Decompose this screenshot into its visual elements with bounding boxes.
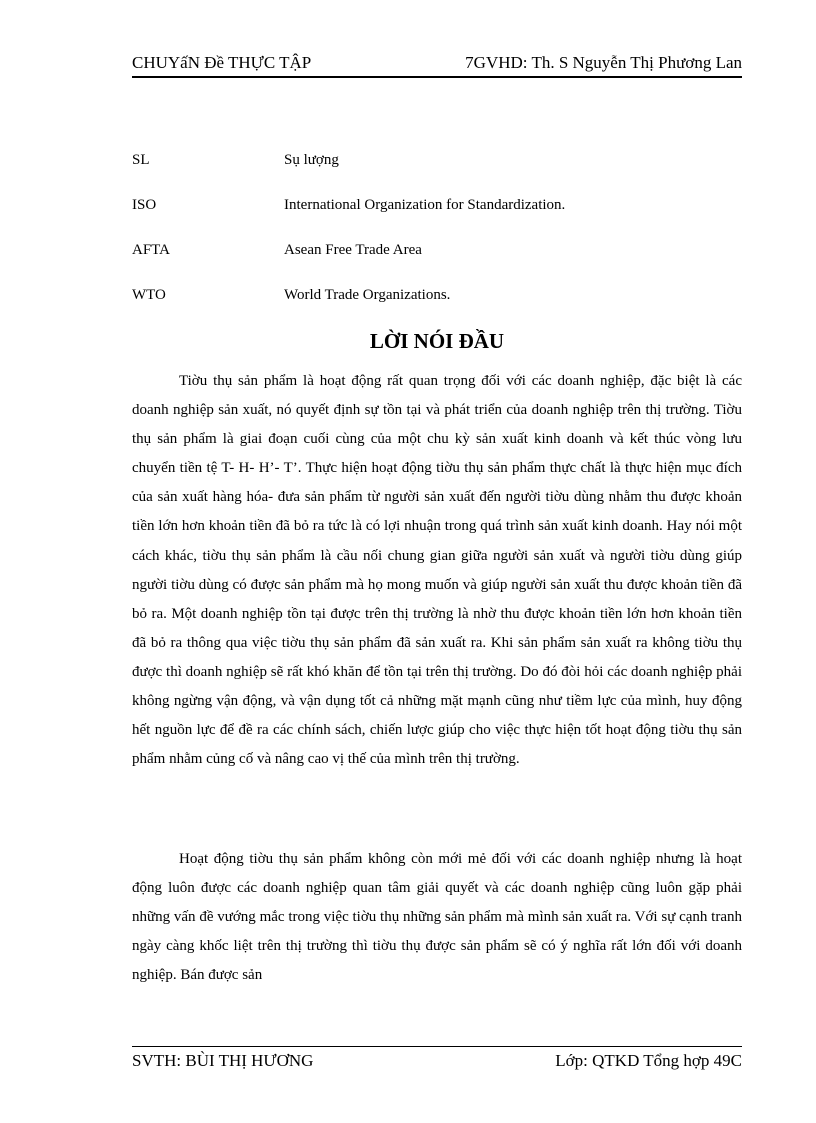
abbreviation-meaning: Asean Free Trade Area (284, 242, 422, 258)
footer-class: Lớp: QTKD Tổng hợp 49C (555, 1051, 742, 1070)
body-paragraph: Hoạt động tiờu thụ sản phẩm không còn mới mẻ đối với các doanh nghiệp nhưng là hoạt động luôn được các doanh nghiệp quan tâm giải quyết và các doanh nghiệp cũng luôn gặp phải những vấn đề vướng mắc trong việc tiờu thụ những sản phẩm mà mình sản xuất ra. Với sự cạnh tranh ngày càng khốc liệt trên thị trường thì tiờu thụ được sản phẩm sẽ có ý nghĩa rất lớn đối với doanh nghiệp. Bán được sản (132, 851, 742, 984)
body-paragraph: Tiờu thụ sản phẩm là hoạt động rất quan trọng đối với các doanh nghiệp, đặc biệt là các doanh nghiệp sản xuất, nó quyết định sự tồn tại và phát triển của doanh nghiệp trên thị trường. Tiờu thụ sản phẩm là giai đoạn cuối cùng của một chu kỳ sản xuất kinh doanh và kết thúc vòng lưu chuyển tiền tệ T- H- H’- T’. Thực hiện hoạt động tiờu thụ sản phẩm thực chất là thực hiện mục đích của sản xuất hàng hóa- đưa sản phẩm từ người sản xuất đến người tiờu dùng nhằm thu được khoản tiền lớn hơn khoản tiền đã bỏ ra tức là có lợi nhuận trong quá trình sản xuất kinh doanh. Hay nói một cách khác, tiờu thụ sản phẩm là cầu nối chung gian giữa người sản xuất và người tiờu dùng giúp người tiờu dùng có được sản phẩm mà họ mong muốn và giúp người sản xuất thu được khoản tiền đã bỏ ra. Một doanh nghiệp tồn tại được trên thị trường là nhờ thu được khoản tiền lớn hơn khoản tiền đã bỏ ra thông qua việc tiờu thụ sản phẩm đã sản xuất ra. Khi sản phẩm sản xuất ra không tiờu thụ được thì doanh nghiệp sẽ rất khó khăn để tồn tại trên thị trường. Do đó đòi hỏi các doanh nghiệp phải không ngừng vận động, và vận dụng tốt cả những mặt mạnh cũng như tiềm lực của mình, huy động hết nguồn lực để đề ra các chính sách, chiến lược giúp cho việc thực hiện tốt hoạt động tiờu thụ sản phẩm nhằm củng cố và nâng cao vị thế của mình trên thị trường. (132, 373, 742, 768)
page-header (132, 50, 742, 78)
section-heading: LỜI NÓI ĐẦU (369, 329, 505, 353)
abbreviation-code: WTO (132, 287, 166, 303)
header-report-title: CHUYấN Đề THỰC TẬP (132, 53, 312, 72)
abbreviation-meaning: International Organization for Standardization. (284, 197, 566, 213)
footer-student: SVTH: BÙI THỊ HƯƠNG (132, 1051, 314, 1070)
abbreviation-code: AFTA (132, 242, 170, 258)
abbreviation-code: SL (132, 152, 150, 168)
page-footer (132, 1046, 742, 1070)
abbreviation-code: ISO (132, 197, 157, 213)
abbreviation-meaning: Sụ lượng (284, 152, 339, 168)
abbreviation-meaning: World Trade Organizations. (284, 287, 451, 303)
header-supervisor: 7GVHD: Th. S Nguyễn Thị Phương Lan (465, 53, 742, 72)
